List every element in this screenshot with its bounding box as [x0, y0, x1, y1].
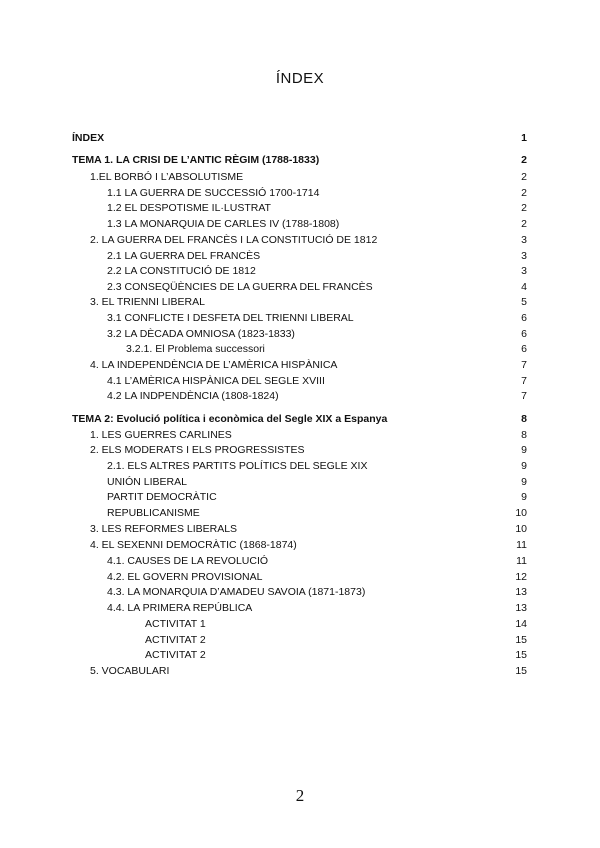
toc-entry-label: 3.1 CONFLICTE I DESFETA DEL TRIENNI LIBERAL [107, 312, 354, 324]
toc-entry[interactable] [0, 388, 600, 404]
page-number: 2 [295, 786, 305, 805]
toc-entry-label: 3. LES REFORMES LIBERALS [90, 523, 238, 535]
toc-entry-page: 10 [515, 507, 527, 519]
toc-entry-page: 10 [515, 523, 527, 535]
toc-entry[interactable] [0, 616, 600, 632]
toc-entry-page: 7 [521, 390, 527, 402]
toc-entry-page: 8 [521, 413, 527, 425]
toc-entry-page: 6 [521, 328, 527, 340]
toc-entry[interactable] [0, 216, 600, 232]
toc-entry-label: 2.2 LA CONSTITUCIÓ DE 1812 [107, 265, 256, 277]
toc-entry-label: 1.1 LA GUERRA DE SUCCESSIÓ 1700-1714 [107, 187, 320, 199]
toc-entry[interactable] [0, 427, 600, 443]
toc-entry[interactable] [0, 569, 600, 585]
toc-entry-page: 2 [521, 187, 527, 199]
toc-entry-page: 3 [521, 250, 527, 262]
toc-entry-label: 2. LA GUERRA DEL FRANCÈS I LA CONSTITUCIÓ DE 1812 [90, 234, 378, 246]
toc-entry-page: 11 [516, 539, 527, 551]
toc-entry[interactable] [0, 584, 600, 600]
document-title: ÍNDEX [275, 70, 325, 87]
toc-entry-page: 13 [515, 586, 527, 598]
toc-entry-label: 4. EL SEXENNI DEMOCRÀTIC (1868-1874) [90, 539, 297, 551]
toc-entry-page: 9 [521, 476, 527, 488]
toc-entry-label: PARTIT DEMOCRÀTIC [107, 491, 217, 503]
toc-entry-label: ACTIVITAT 2 [145, 634, 206, 646]
toc-entry-page: 2 [521, 171, 527, 183]
toc-entry[interactable] [0, 248, 600, 264]
toc-entry-page: 9 [521, 444, 527, 456]
toc-entry-label: 2.1. ELS ALTRES PARTITS POLÍTICS DEL SEGLE XIX [107, 460, 368, 472]
toc-entry[interactable] [0, 130, 600, 146]
toc-entry-label: 4.2 LA INDPENDÈNCIA (1808-1824) [107, 390, 279, 402]
toc-entry[interactable] [0, 279, 600, 295]
toc-entry-page: 3 [521, 265, 527, 277]
toc-entry-label: 4.3. LA MONARQUIA D’AMADEU SAVOIA (1871-1873) [107, 586, 366, 598]
toc-entry-label: 1.3 LA MONARQUIA DE CARLES IV (1788-1808) [107, 218, 340, 230]
toc-entry[interactable] [0, 474, 600, 490]
toc-entry[interactable] [0, 341, 600, 357]
toc-entry-page: 5 [521, 296, 527, 308]
toc-entry-page: 15 [515, 665, 527, 677]
toc-entry-label: 3.2.1. El Problema successori [126, 343, 265, 355]
toc-entry-page: 7 [521, 375, 527, 387]
toc-entry-label: TEMA 2: Evolució política i econòmica del Segle XIX a Espanya [72, 413, 388, 425]
toc-entry-page: 8 [521, 429, 527, 441]
toc-entry-label: 4.1 L’AMÈRICA HISPÀNICA DEL SEGLE XVIII [107, 375, 325, 387]
toc-entry-label: UNIÓN LIBERAL [107, 476, 187, 488]
toc-entry-page: 2 [521, 202, 527, 214]
toc-entry-label: 3. EL TRIENNI LIBERAL [90, 296, 205, 308]
toc-entry-label: 1. LES GUERRES CARLINES [90, 429, 232, 441]
toc-entry-label: 2.1 LA GUERRA DEL FRANCÈS [107, 250, 261, 262]
toc-entry-page: 13 [515, 602, 527, 614]
toc-entry-label: REPUBLICANISME [107, 507, 200, 519]
toc-entry-page: 12 [515, 571, 527, 583]
toc-entry[interactable] [0, 647, 600, 663]
toc-entry-label: ÍNDEX [72, 132, 105, 144]
toc-entry[interactable] [0, 152, 600, 168]
toc-entry-page: 7 [521, 359, 527, 371]
toc-entry-label: 4. LA INDEPENDÈNCIA DE L’AMÈRICA HISPÀNICA [90, 359, 338, 371]
toc-entry-label: 4.2. EL GOVERN PROVISIONAL [107, 571, 263, 583]
toc-entry[interactable] [0, 263, 600, 279]
toc-entry-label: 4.1. CAUSES DE LA REVOLUCIÓ [107, 555, 269, 567]
toc-entry-label: 2. ELS MODERATS I ELS PROGRESSISTES [90, 444, 305, 456]
toc-entry[interactable] [0, 553, 600, 569]
toc-entry[interactable] [0, 632, 600, 648]
toc-entry[interactable] [0, 373, 600, 389]
toc-entry-page: 2 [521, 154, 527, 166]
toc-entry-page: 15 [515, 634, 527, 646]
toc-entry[interactable] [0, 442, 600, 458]
toc-entry[interactable] [0, 200, 600, 216]
toc-entry[interactable] [0, 169, 600, 185]
toc-entry[interactable] [0, 489, 600, 505]
toc-entry-page: 3 [521, 234, 527, 246]
toc-entry-label: 5. VOCABULARI [90, 665, 170, 677]
toc-entry-label: 4.4. LA PRIMERA REPÚBLICA [107, 602, 253, 614]
toc-entry-label: 3.2 LA DÈCADA OMNIOSA (1823-1833) [107, 328, 295, 340]
toc-entry[interactable] [0, 600, 600, 616]
toc-entry-page: 9 [521, 460, 527, 472]
toc-entry[interactable] [0, 185, 600, 201]
toc-entry[interactable] [0, 537, 600, 553]
toc-entry[interactable] [0, 294, 600, 310]
toc-entry-page: 11 [516, 555, 527, 567]
toc-entry[interactable] [0, 232, 600, 248]
toc-entry-label: 1.EL BORBÓ I L’ABSOLUTISME [90, 171, 244, 183]
toc-entry-page: 6 [521, 312, 527, 324]
toc-entry[interactable] [0, 521, 600, 537]
toc-entry[interactable] [0, 411, 600, 427]
toc-entry[interactable] [0, 310, 600, 326]
toc-entry[interactable] [0, 326, 600, 342]
toc-entry-label: 1.2 EL DESPOTISME IL·LUSTRAT [107, 202, 271, 214]
toc-entry-page: 1 [521, 132, 527, 144]
toc-entry-page: 9 [521, 491, 527, 503]
toc-entry-label: ACTIVITAT 1 [145, 618, 206, 630]
toc-entry-page: 6 [521, 343, 527, 355]
toc-entry-label: 2.3 CONSEQÜÈNCIES DE LA GUERRA DEL FRANCÈS [107, 281, 373, 293]
toc-entry-label: ACTIVITAT 2 [145, 649, 206, 661]
toc-entry-page: 2 [521, 218, 527, 230]
toc-entry-label: TEMA 1. LA CRISI DE L’ANTIC RÈGIM (1788-1833) [72, 154, 320, 166]
toc-entry[interactable] [0, 458, 600, 474]
toc-entry-page: 14 [515, 618, 527, 630]
toc-entry[interactable] [0, 505, 600, 521]
toc-entry-page: 15 [515, 649, 527, 661]
toc-entry-page: 4 [521, 281, 527, 293]
toc-entry[interactable] [0, 357, 600, 373]
toc-entry[interactable] [0, 663, 600, 679]
